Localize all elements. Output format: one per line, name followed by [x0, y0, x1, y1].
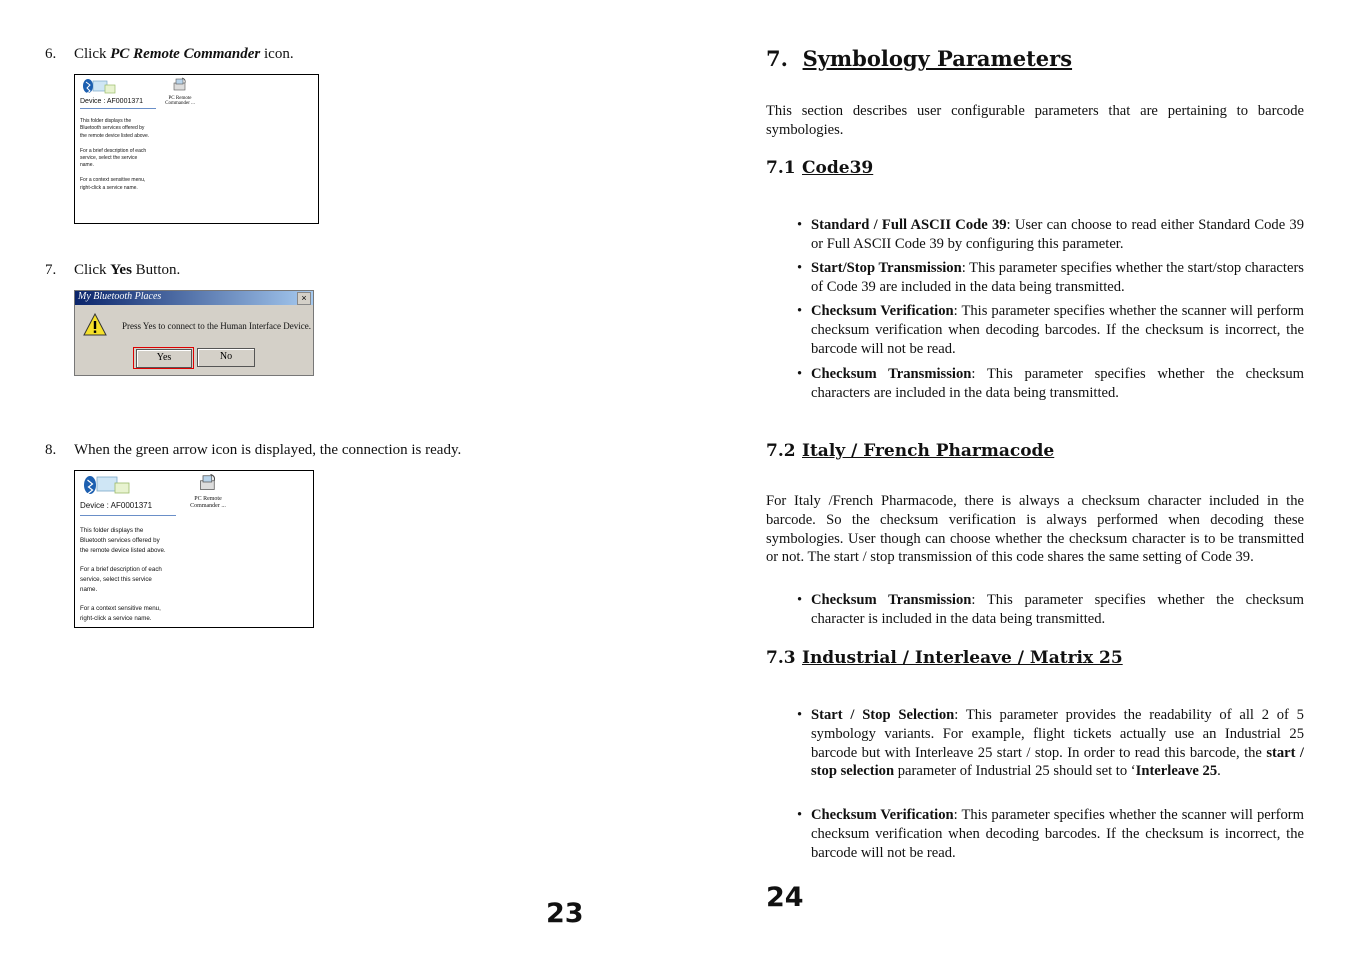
dialog-message: Press Yes to connect to the Human Interface Device. [122, 321, 311, 331]
step-8 [45, 442, 645, 462]
yes-button[interactable]: Yes [136, 349, 192, 368]
no-button[interactable]: No [197, 348, 255, 367]
section-title: Symbology Parameters [802, 46, 1073, 71]
pc-remote-commander-item[interactable]: PC Remote Commander ... [183, 473, 233, 510]
screenshot-device-folder-1 [74, 74, 319, 224]
step-number: 8. [45, 442, 57, 458]
step-number: 6. [45, 46, 57, 62]
dialog-title-bar [75, 291, 313, 305]
step-text: Click PC Remote Commander icon. [74, 46, 294, 62]
screenshot-device-folder-2 [74, 470, 314, 628]
folder-description: This folder displays the Bluetooth services offered by the remote device listed above. For a brief description of each service, select this service name. For a context sensitive menu, right-click a service name. [80, 527, 166, 623]
bluetooth-places-dialog [74, 290, 314, 376]
divider [80, 108, 156, 109]
bullet-item: • Checksum Verification: This parameter specifies whether the scanner will perform checksum verification when decoding barcodes. If the checksum is incorrect, the barcode will not be read. [797, 303, 1304, 357]
bullet-item: • Checksum Transmission: This parameter specifies whether the checksum characters are included in the data being transmitted. [797, 366, 1304, 401]
page-number-right: 24 [766, 882, 804, 913]
folder-description: This folder displays the Bluetooth services offered by the remote device listed above. For a brief description of each service, select the service name. For a context sensitive menu, right-click a service name. [80, 118, 150, 191]
pc-remote-commander-icon [198, 473, 218, 491]
divider [80, 515, 176, 516]
step-6 [45, 46, 545, 66]
section-heading: 7. Symbology Parameters [766, 46, 1073, 71]
bullet-item: • Start/Stop Transmission: This parameter specifies whether the start/stop characters of Code 39 are included in the data being transmitted. [797, 260, 1304, 295]
step-7 [45, 262, 545, 282]
device-label: Device : AF0001371 [80, 501, 153, 510]
pc-remote-commander-item[interactable]: PC Remote Commander ... [161, 77, 199, 106]
subsection-heading-7-2: 7.2 Italy / French Pharmacode [766, 441, 1055, 461]
close-button[interactable]: × [297, 292, 311, 305]
device-label: Device : AF0001371 [80, 98, 144, 105]
pharmacode-paragraph: For Italy /French Pharmacode, there is always a checksum character included in the barcode. So the checksum verification is always performed when decoding these symbologies. User though can choose whether the checksum character is to be transmitted or not. The start / stop transmission of this code shares the same setting of Code 39. [766, 493, 1304, 566]
pc-remote-commander-emphasis: PC Remote Commander [110, 46, 261, 62]
pc-remote-commander-icon [172, 77, 188, 91]
step-text: Click Yes Button. [74, 262, 181, 278]
yes-emphasis: Yes [110, 262, 132, 278]
intro-paragraph: This section describes user configurable parameters that are pertaining to barcode symbologies. [766, 103, 1304, 138]
subsection-heading-7-3: 7.3 Industrial / Interleave / Matrix 25 [766, 648, 1123, 668]
bullet-item: • Checksum Transmission: This parameter specifies whether the checksum character is included in the data being transmitted. [797, 592, 1304, 627]
bullet-item: • Start / Stop Selection: This parameter provides the readability of all 2 of 5 symbology variants. For example, flight tickets actually use an Industrial 25 barcode but with Interleave 25 start / stop. In order to read this barcode, the start / stop selection parameter of Industrial 25 should set to ‘Interleave 25. [797, 707, 1304, 780]
subsection-heading-7-1: 7.1 Code39 [766, 158, 874, 178]
bullet-item: • Checksum Verification: This parameter specifies whether the scanner will perform checksum verification when decoding barcodes. If the checksum is incorrect, the barcode will not be read. [797, 807, 1304, 861]
page-number-left: 23 [546, 898, 584, 929]
step-number: 7. [45, 262, 57, 278]
bluetooth-logo-icon [79, 473, 137, 501]
dialog-title: My Bluetooth Places [78, 291, 162, 302]
step-text: When the green arrow icon is displayed, the connection is ready. [74, 442, 462, 458]
warning-icon [83, 313, 107, 337]
bluetooth-logo-icon [79, 77, 119, 99]
bullet-item: • Standard / Full ASCII Code 39: User can choose to read either Standard Code 39 or Full ASCII Code 39 by configuring this parameter. [797, 217, 1305, 252]
